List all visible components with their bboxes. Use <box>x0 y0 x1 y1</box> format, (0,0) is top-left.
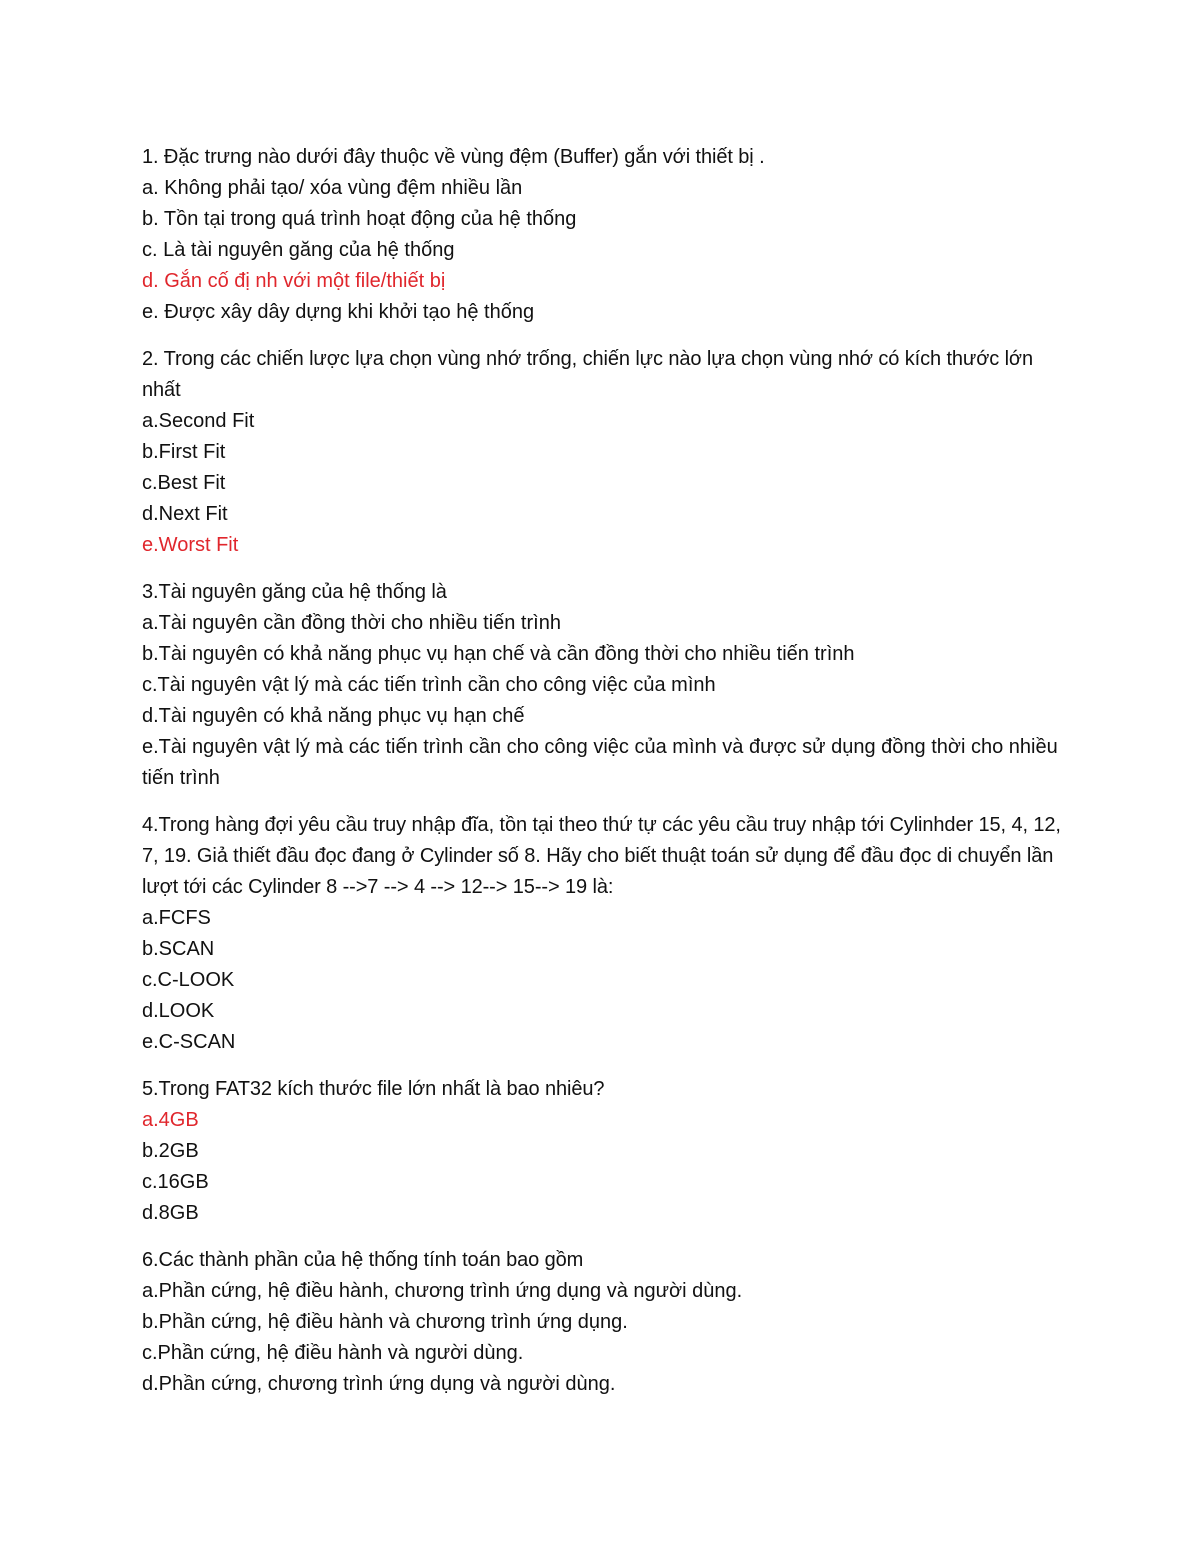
answer-option-a: a. Không phải tạo/ xóa vùng đệm nhiều lần <box>142 177 523 199</box>
question-text: 5.Trong FAT32 kích thước file lớn nhất là bao nhiêu? <box>142 1078 605 1100</box>
answer-option-c: c.Phần cứng, hệ điều hành và người dùng. <box>142 1342 524 1364</box>
answer-option-a: a.Phần cứng, hệ điều hành, chương trình ứng dụng và người dùng. <box>142 1280 743 1302</box>
answer-option-e: e.Tài nguyên vật lý mà các tiến trình cần cho công việc của mình và được sử dụng đồng thời cho nhiều tiến trình <box>142 736 1058 789</box>
answer-option-a: a.Second Fit <box>142 410 255 432</box>
answer-option-c: c.C-LOOK <box>142 969 235 991</box>
answer-option-c: c.Best Fit <box>142 472 226 494</box>
question-block-5 <box>142 1074 1072 1229</box>
answer-option-a-highlighted: a.4GB <box>142 1109 199 1131</box>
answer-option-b: b.Phần cứng, hệ điều hành và chương trình ứng dụng. <box>142 1311 628 1333</box>
question-text: 1. Đặc trưng nào dưới đây thuộc về vùng đệm (Buffer) gắn với thiết bị . <box>142 146 765 168</box>
question-block-2 <box>142 344 1072 561</box>
answer-option-b: b.Tài nguyên có khả năng phục vụ hạn chế và cần đồng thời cho nhiều tiến trình <box>142 643 855 665</box>
question-text: 4.Trong hàng đợi yêu cầu truy nhập đĩa, tồn tại theo thứ tự các yêu cầu truy nhập tới Cylinhder 15, 4, 12, 7, 19. Giả thiết đầu đọc đang ở Cylinder số 8. Hãy cho biết thuật toán sử dụng để đầu đọc di chuyển lần lượt tới các Cylinder 8 -->7 --> 4 --> 12--> 15--> 19 là: <box>142 814 1061 898</box>
answer-option-c: c.Tài nguyên vật lý mà các tiến trình cần cho công việc của mình <box>142 674 716 696</box>
answer-option-d: d.8GB <box>142 1202 199 1224</box>
answer-option-e-highlighted: e.Worst Fit <box>142 534 239 556</box>
answer-option-b: b.SCAN <box>142 938 215 960</box>
question-text: 2. Trong các chiến lược lựa chọn vùng nhớ trống, chiến lực nào lựa chọn vùng nhớ có kích thước lớn nhất <box>142 348 1033 401</box>
answer-option-d: d.Tài nguyên có khả năng phục vụ hạn chế <box>142 705 525 727</box>
document-page <box>142 142 1072 1416</box>
answer-option-a: a.FCFS <box>142 907 211 929</box>
question-text: 6.Các thành phần của hệ thống tính toán bao gồm <box>142 1249 584 1271</box>
answer-option-c: c.16GB <box>142 1171 209 1193</box>
question-block-3 <box>142 577 1072 794</box>
answer-option-d: d.Phần cứng, chương trình ứng dụng và người dùng. <box>142 1373 616 1395</box>
question-block-6 <box>142 1245 1072 1400</box>
answer-option-c: c. Là tài nguyên găng của hệ thống <box>142 239 455 261</box>
answer-option-e: e.C-SCAN <box>142 1031 236 1053</box>
answer-option-a: a.Tài nguyên cần đồng thời cho nhiều tiến trình <box>142 612 561 634</box>
question-block-4 <box>142 810 1072 1058</box>
question-text: 3.Tài nguyên găng của hệ thống là <box>142 581 447 603</box>
answer-option-e: e. Được xây dây dựng khi khởi tạo hệ thống <box>142 301 535 323</box>
question-block-1 <box>142 142 1072 328</box>
answer-option-d: d.LOOK <box>142 1000 215 1022</box>
answer-option-b: b.2GB <box>142 1140 199 1162</box>
answer-option-b: b. Tồn tại trong quá trình hoạt động của hệ thống <box>142 208 577 230</box>
answer-option-d: d.Next Fit <box>142 503 228 525</box>
answer-option-b: b.First Fit <box>142 441 226 463</box>
answer-option-d-highlighted: d. Gắn cố đị nh với một file/thiết bị <box>142 270 446 292</box>
